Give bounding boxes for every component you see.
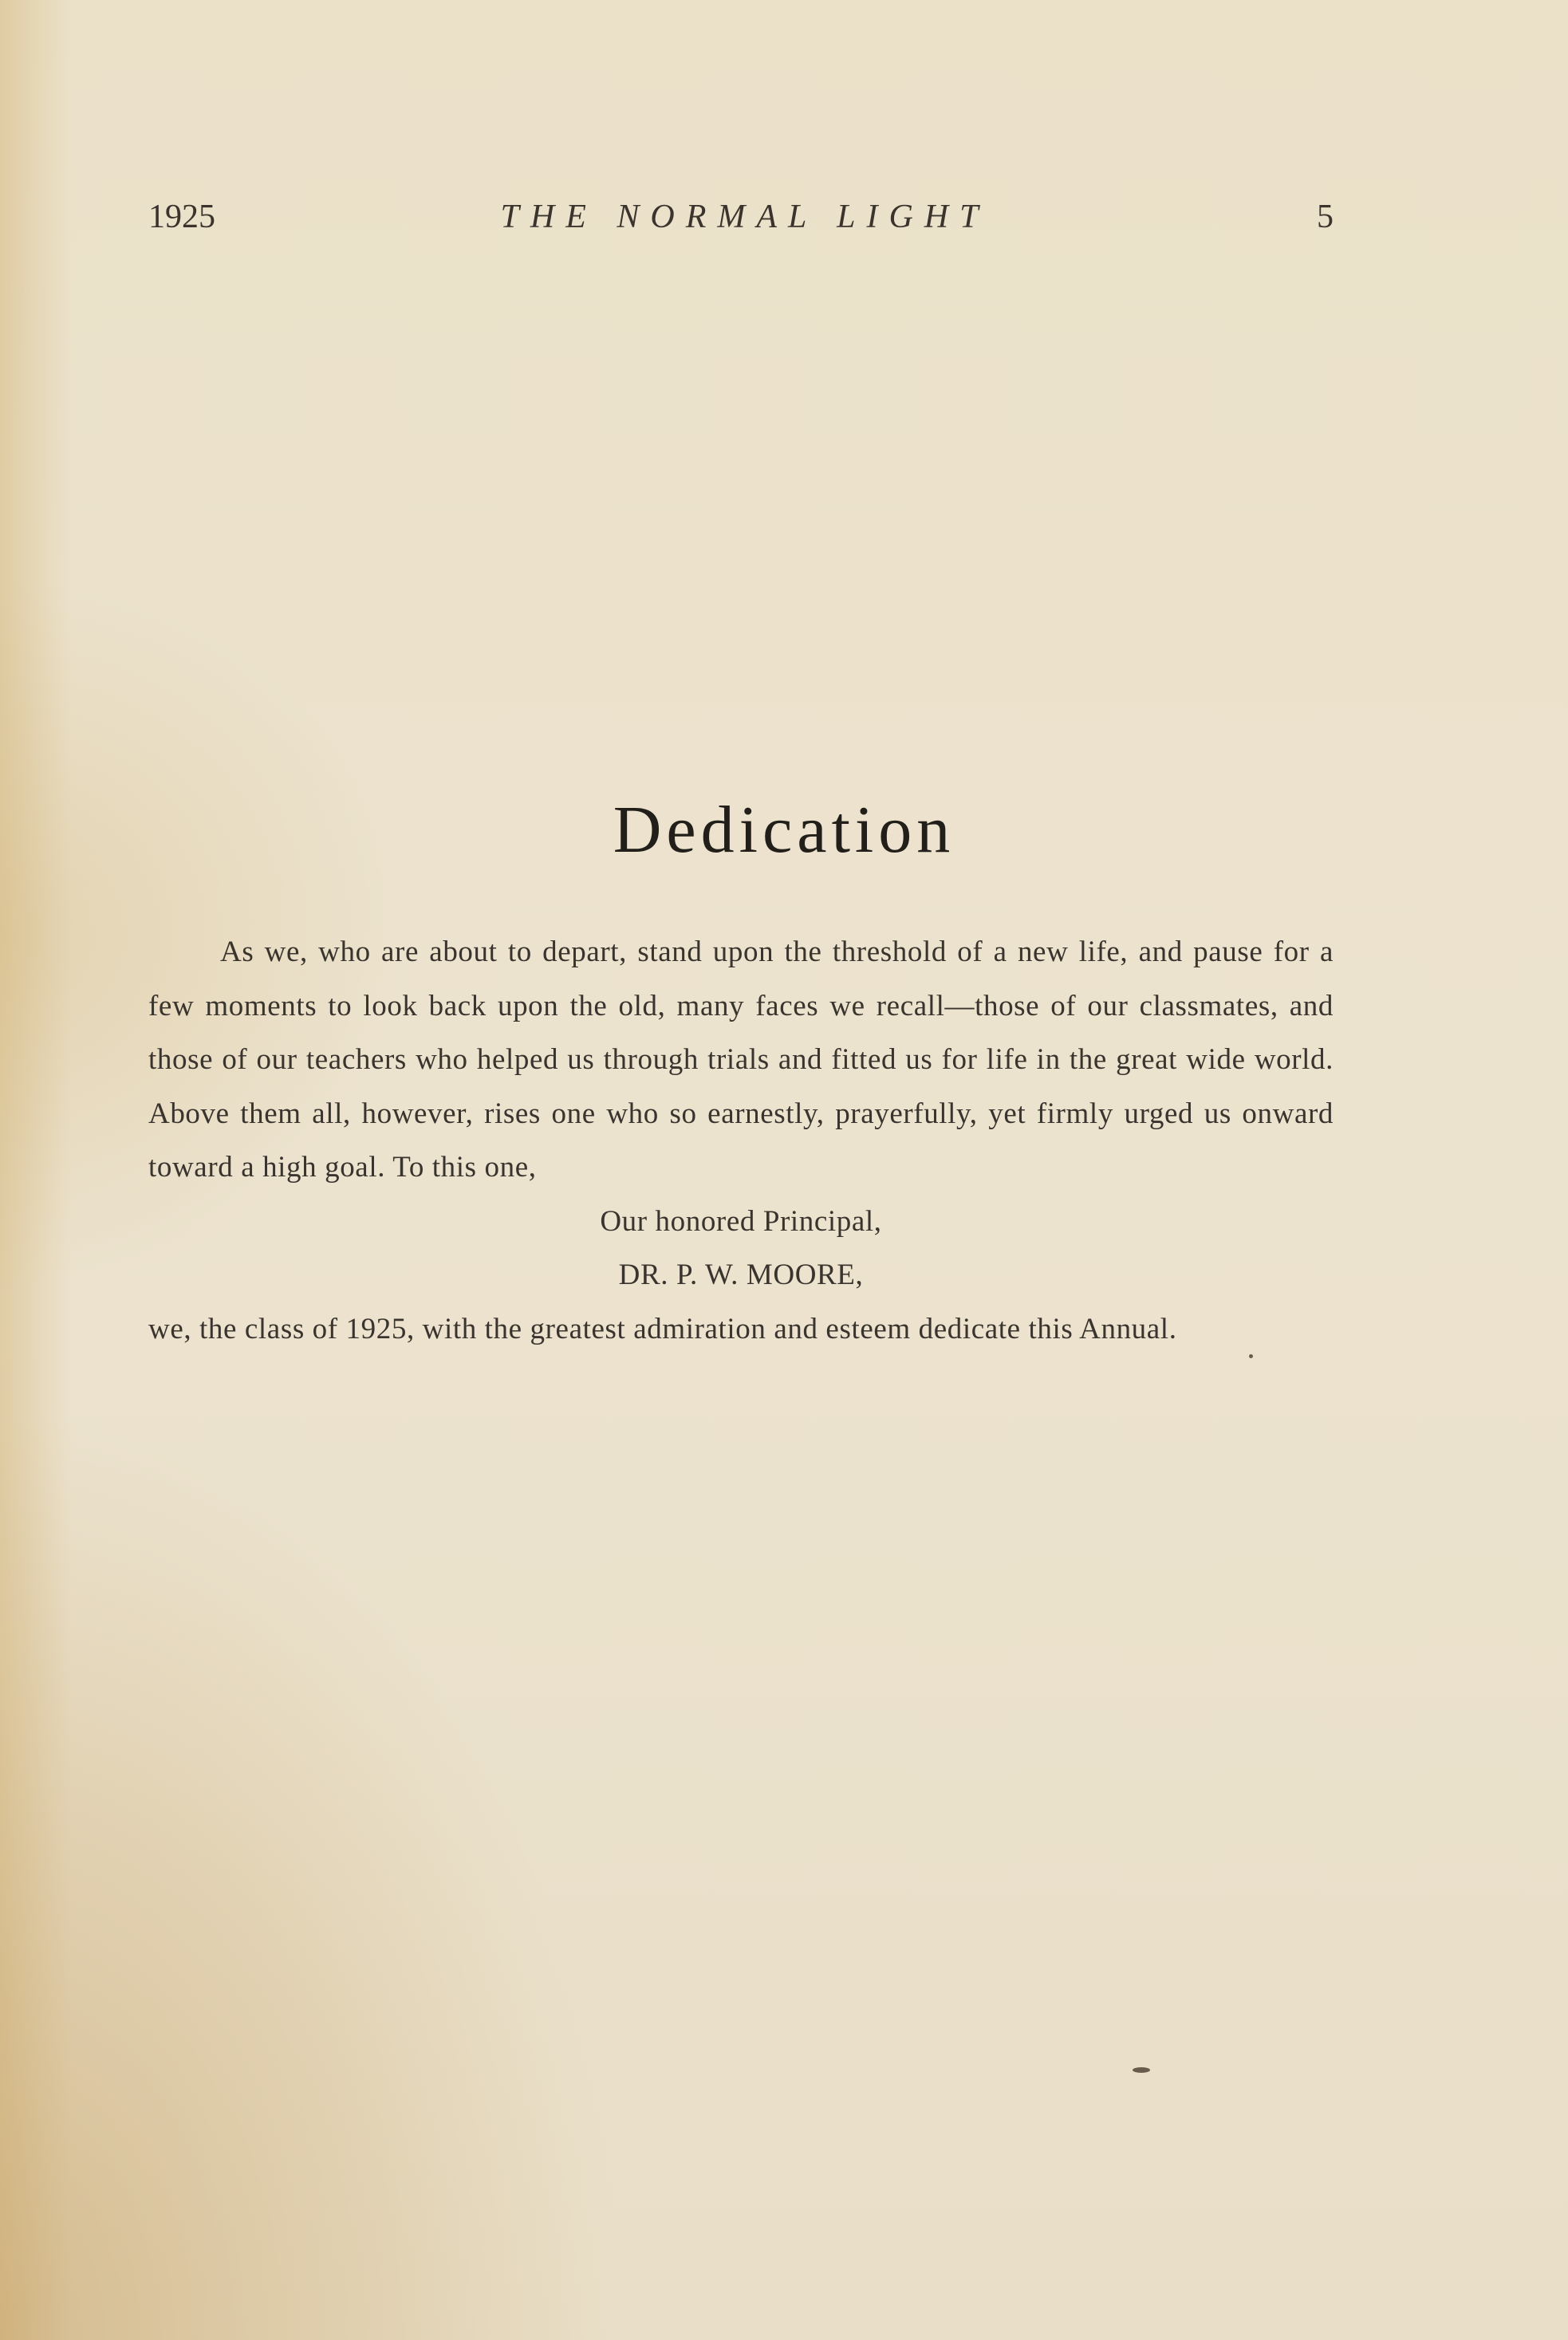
dedication-body [148, 925, 1334, 1356]
running-head-year: 1925 [148, 199, 215, 235]
paper-blemish [1249, 1354, 1253, 1358]
paper-blemish [1133, 2067, 1150, 2073]
dedication-heading: Dedication [613, 793, 955, 867]
dedication-closing: we, the class of 1925, with the greatest admiration and esteem dedicate this Annual. [148, 1312, 1177, 1345]
honoree-title-line: Our honored Principal, [600, 1204, 882, 1238]
honoree-name-line: DR. P. W. MOORE, [618, 1259, 864, 1291]
running-head [148, 198, 1334, 242]
dedication-paragraph: As we, who are about to depart, stand upon the threshold of a new life, and pause for a few moments to look back upon the old, many faces we recall—those of our classmates, and those of our teachers who helped us through trials and fitted us for life in the great wide world. Above them all, however, rises one who so earnestly, prayerfully, yet firmly urged us onward toward a high goal. To this one, [148, 936, 1334, 1184]
running-head-title: THE NORMAL LIGHT [500, 199, 990, 235]
page-number: 5 [1317, 199, 1334, 235]
